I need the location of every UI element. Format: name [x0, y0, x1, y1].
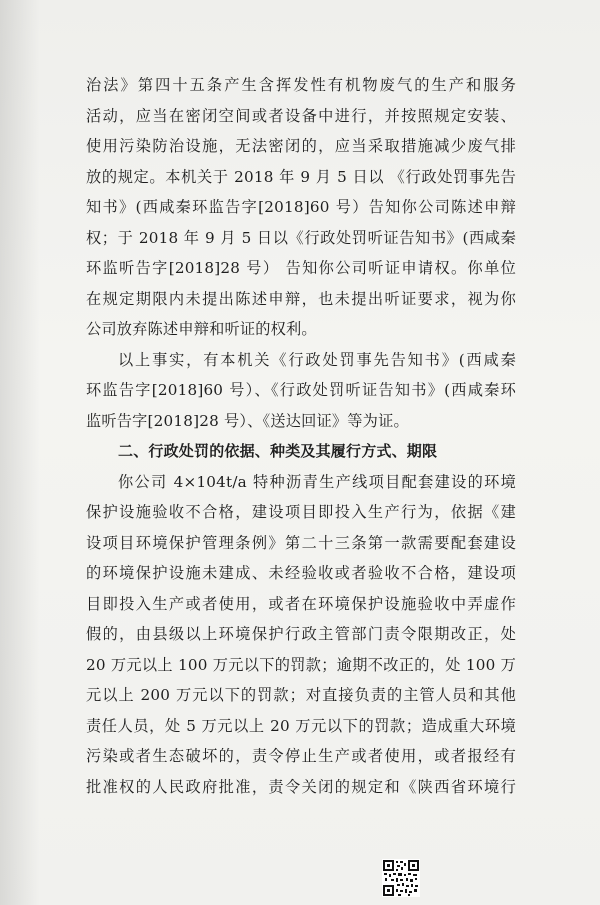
text-line: 批准权的人民政府批准，责令关闭的规定和《陕西省环境行: [86, 777, 516, 796]
text-line: 在规定期限内未提出陈述申辩，也未提出听证要求，视为你: [86, 289, 516, 308]
text-line: 放的规定。本机关于 2018 年 9 月 5 日以 《行政处罚事先告: [86, 167, 516, 186]
text-line: 环监听告字[2018]28 号） 告知你公司听证申请权。你单位: [86, 259, 516, 277]
text-line: 设项目环境保护管理条例》第二十三条第一款需要配套建设: [86, 533, 516, 552]
text-line: 元以上 200 万元以下的罚款；对直接负责的主管人员和其他: [86, 686, 516, 704]
text-line: 20 万元以上 100 万元以下的罚款；逾期不改正的，处 100 万: [86, 655, 516, 674]
text-line: 监听告字[2018]28 号）、《送达回证》等为证。: [86, 411, 409, 430]
text-line: 目即投入生产或者使用，或者在环境保护设施验收中弄虚作: [86, 594, 516, 613]
text-line: 环监告字[2018]60 号）、《行政处罚听证告知书》(西咸秦环: [86, 381, 516, 399]
text-line: 公司放弃陈述申辩和听证的权利。: [86, 320, 317, 338]
text-line: 活动，应当在密闭空间或者设备中进行，并按照规定安装、: [86, 106, 516, 125]
text-line: 污染或者生态破坏的，责令停止生产或者使用，或者报经有: [86, 747, 516, 765]
section-heading: 二、行政处罚的依据、种类及其履行方式、期限: [118, 442, 438, 460]
qr-code-icon: [382, 859, 420, 897]
text-line: 以上事实，有本机关《行政处罚事先告知书》(西咸秦: [118, 350, 516, 369]
text-line: 治法》第四十五条产生含挥发性有机物废气的生产和服务: [86, 76, 516, 94]
page-fold-shadow: [0, 0, 40, 905]
text-line: 使用污染防治设施，无法密闭的，应当采取措施减少废气排: [86, 137, 516, 155]
text-line: 保护设施验收不合格，建设项目即投入生产行为，依据《建: [86, 503, 516, 521]
text-line: 你公司 4×104t/a 特种沥青生产线项目配套建设的环境: [118, 472, 516, 491]
text-line: 知书》(西咸秦环监告字[2018]60 号）告知你公司陈述申辩: [86, 198, 516, 216]
text-line: 责任人员，处 5 万元以上 20 万元以下的罚款；造成重大环境: [86, 716, 516, 735]
text-line: 权；于 2018 年 9 月 5 日以《行政处罚听证告知书》(西咸秦: [86, 228, 516, 247]
text-line: 的环境保护设施未建成、未经验收或者验收不合格，建设项: [86, 564, 516, 582]
document-body: [86, 70, 516, 802]
text-line: 假的，由县级以上环境保护行政主管部门责令限期改正，处: [86, 625, 516, 643]
